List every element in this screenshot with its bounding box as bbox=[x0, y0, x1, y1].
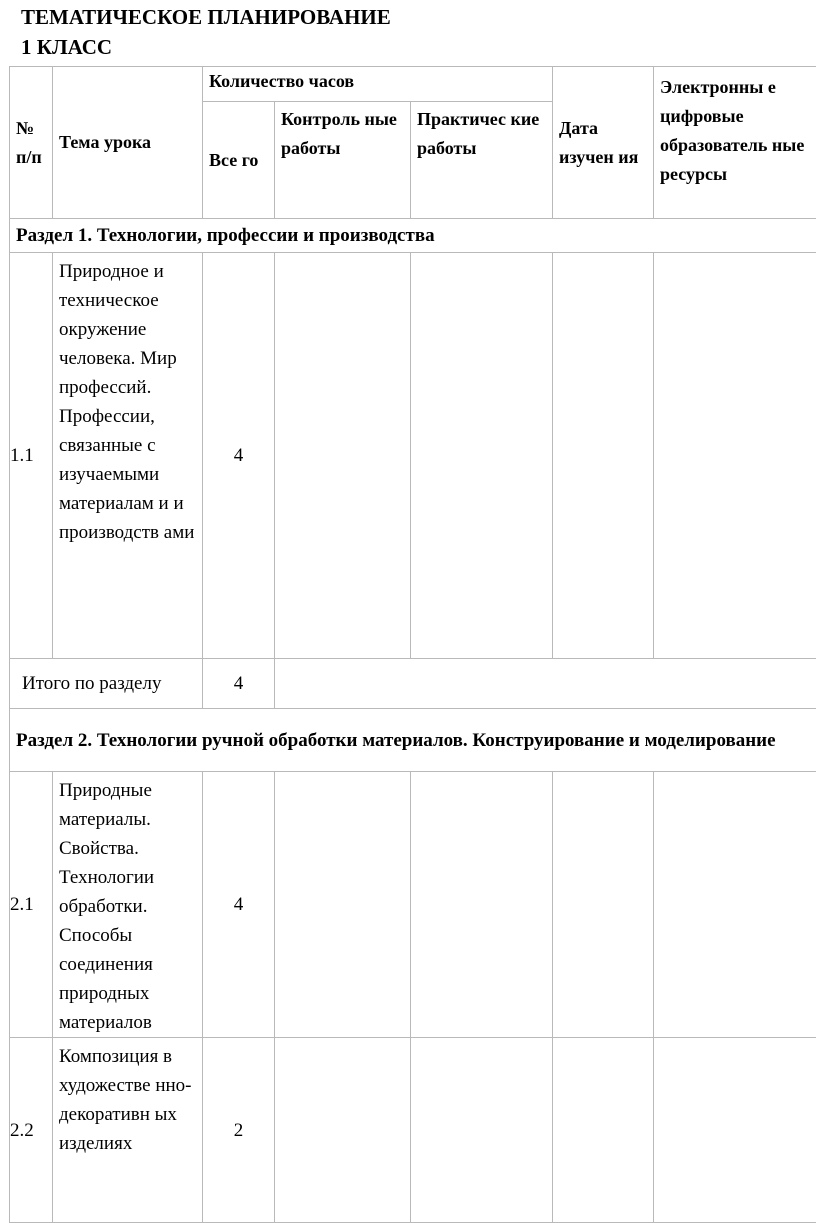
row-resources bbox=[654, 772, 816, 1038]
header-control: Контроль ные работы bbox=[275, 102, 411, 219]
row-control bbox=[275, 772, 411, 1038]
thematic-plan-table bbox=[9, 66, 816, 1223]
section-title: Раздел 1. Технологии, профессии и производства bbox=[10, 219, 816, 253]
header-date: Дата изучен ия bbox=[553, 67, 654, 219]
page-title-line2: 1 КЛАСС bbox=[21, 32, 391, 62]
row-topic: Природное и техническое окружение человека. Мир профессий. Профессии, связанные с изучаемыми материалам и и производств ами bbox=[53, 253, 203, 659]
section-row bbox=[10, 219, 816, 253]
row-resources bbox=[654, 1038, 816, 1223]
row-total: 4 bbox=[203, 772, 275, 1038]
row-total: 4 bbox=[203, 253, 275, 659]
row-date bbox=[553, 1038, 654, 1223]
page-title-line1: ТЕМАТИЧЕСКОЕ ПЛАНИРОВАНИЕ bbox=[21, 2, 391, 32]
row-number: 1.1 bbox=[10, 253, 53, 659]
header-number: № п/п bbox=[10, 67, 53, 219]
row-resources bbox=[654, 253, 816, 659]
header-resources: Электронны е цифровые образователь ные ресурсы bbox=[654, 67, 816, 219]
row-practical bbox=[411, 253, 553, 659]
row-practical bbox=[411, 772, 553, 1038]
header-total: Все го bbox=[203, 102, 275, 219]
row-total: 2 bbox=[203, 1038, 275, 1223]
row-control bbox=[275, 1038, 411, 1223]
subtotal-empty bbox=[275, 659, 816, 709]
table-row bbox=[10, 253, 816, 659]
section-title: Раздел 2. Технологии ручной обработки материалов. Конструирование и моделирование bbox=[10, 709, 816, 772]
row-date bbox=[553, 253, 654, 659]
header-topic: Тема урока bbox=[53, 67, 203, 219]
row-number: 2.1 bbox=[10, 772, 53, 1038]
row-control bbox=[275, 253, 411, 659]
section-row bbox=[10, 709, 816, 772]
table-header-row bbox=[10, 67, 816, 102]
header-hours-group: Количество часов bbox=[203, 67, 553, 102]
row-topic: Природные материалы. Свойства. Технологии обработки. Способы соединения природных материалов bbox=[53, 772, 203, 1038]
header-practical: Практичес кие работы bbox=[411, 102, 553, 219]
subtotal-value: 4 bbox=[203, 659, 275, 709]
subtotal-row bbox=[10, 659, 816, 709]
row-topic: Композиция в художестве нно- декоративн ых изделиях bbox=[53, 1038, 203, 1223]
table-row bbox=[10, 772, 816, 1038]
subtotal-label: Итого по разделу bbox=[10, 659, 203, 709]
table-row bbox=[10, 1038, 816, 1223]
row-number: 2.2 bbox=[10, 1038, 53, 1223]
row-date bbox=[553, 772, 654, 1038]
row-practical bbox=[411, 1038, 553, 1223]
page-title bbox=[21, 2, 391, 62]
